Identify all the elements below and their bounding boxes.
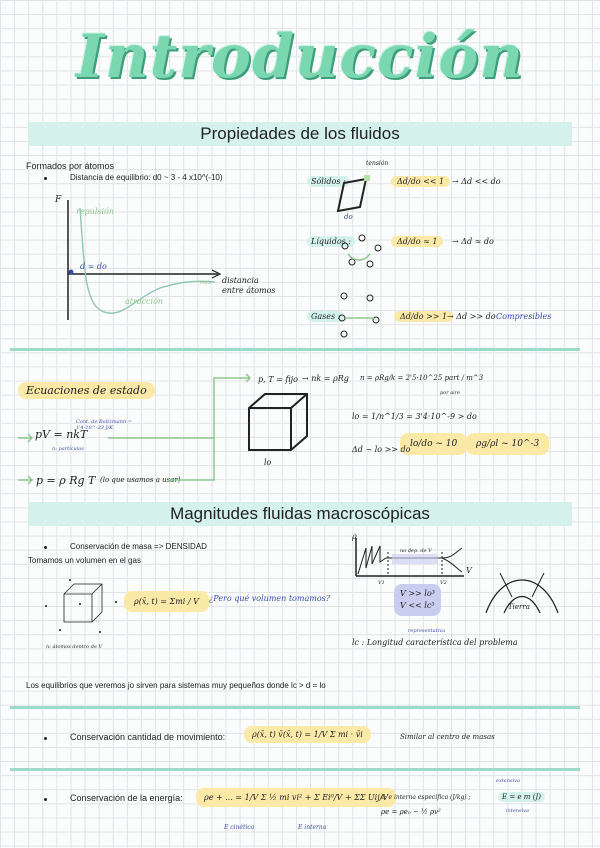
mom-eq: ρ(x̄, t) v̄(x̄, t) = 1/V Σ mi · v̄i (244, 726, 371, 743)
representativa: representativa (408, 628, 446, 634)
graph-entre: entre átomos (222, 286, 276, 295)
mom-note: Similar al centro de masas (400, 733, 495, 741)
force-graph (40, 190, 240, 330)
graph-v: V (466, 566, 472, 575)
gases-label: Gases : (307, 311, 344, 322)
pe-eq: ρe = ρe₀ − ½ ρv² (381, 808, 441, 816)
graph-repulsion: repulsión (76, 207, 115, 216)
eq-n-label: n: partículas (52, 446, 84, 452)
graph-v2: V2 (440, 580, 447, 586)
eq-dd: Δd ~ lo >> do (352, 445, 411, 454)
bullet (44, 546, 47, 549)
pregunta: ¿Pero qué volumen tomamos? (209, 594, 331, 603)
liquidos-eq: Δd/do ≈ 1 (391, 236, 443, 247)
bullet (44, 798, 47, 801)
bullet (44, 737, 47, 740)
solidos-eq: Δd/do << 1 (391, 176, 450, 187)
tierra-label: Tierra (508, 603, 530, 611)
v-conditions (394, 584, 441, 616)
divider (10, 706, 580, 709)
section-title-magnitudes: Magnitudes fluidas macroscópicas (170, 504, 430, 523)
bullet (44, 177, 47, 180)
eq-pv: pV = nkT (35, 428, 88, 441)
divider (10, 348, 580, 351)
volume-cube (40, 572, 130, 642)
rho-eq: ρ(x̄, t) = Σmi / V (124, 591, 209, 612)
graph-ends: ends (200, 280, 212, 286)
eq-n: n = ρRg/k = 2'5·10^25 part / m^3 (360, 374, 484, 382)
graph-no-dep: no dep. de V (400, 548, 432, 554)
eq-boltzmann: Cont. de Boltzmann = 1'4·10^-23 J/K (76, 419, 132, 431)
page-title: Introducción (75, 22, 525, 92)
intensiva: intensiva (506, 808, 529, 814)
bullet-movimiento: Conservación cantidad de movimiento: (70, 732, 226, 742)
divider (10, 768, 580, 771)
extensiva: extensiva (496, 778, 520, 784)
lc-eq: lc : Longitud característica del problema (352, 638, 518, 647)
compresibles: Compresibles (496, 312, 552, 321)
solidos-do: do (344, 213, 353, 221)
cube-lo: lo (264, 458, 272, 467)
solidos-tension: tensión (366, 160, 389, 167)
graph-rho: ρ (352, 532, 357, 541)
eq-por-aire: por aire (440, 390, 461, 396)
graph-d0: d ≈ do (80, 262, 107, 271)
gas-particles (336, 290, 386, 340)
eq-rho-ratio: ρg/ρl ~ 10^-3 (466, 433, 549, 455)
earth-diagram (482, 565, 562, 625)
solidos-res: → Δd << do (452, 177, 501, 186)
intro-text: Formados por átomos (26, 161, 115, 171)
graph-v1: V1 (378, 580, 385, 586)
e-def: e: e interna específica (J/kg) ; (381, 794, 471, 801)
gases-eq: Δd/do >> 1 (394, 311, 453, 322)
tomamos-text: Tomamos un volumen en el gas (28, 556, 141, 565)
e-cinetica: E cinética (224, 824, 255, 831)
ecuaciones-heading: Ecuaciones de estado (18, 382, 155, 399)
eq-lo: lo = 1/n^1/3 = 3'4·10^-9 > do (352, 412, 477, 421)
section-title-propiedades: Propiedades de los fluidos (200, 124, 400, 143)
eq-nk: → nk = ρRg (302, 374, 349, 383)
solid-shape (338, 165, 378, 215)
e-interna: E interna (298, 824, 327, 831)
liquidos-label: Líquidos : (307, 236, 355, 247)
e-def2: E = e m (J) (498, 792, 545, 802)
energy-eq: ρe + ... = 1/V Σ ½ mi vi² + Σ Ei⁰/V + ΣΣ Uij/V (196, 788, 396, 807)
graph-f-label: F (55, 195, 62, 205)
graph-atraccion: atracción (125, 297, 164, 306)
n-atomos: n: átomos dentro de V (46, 644, 103, 650)
eq-lo-ratio: lo/do ~ 10 (400, 433, 467, 455)
liquidos-res: → Δd ≈ do (452, 237, 494, 246)
bullet-energia: Conservación de la energía: (70, 793, 183, 803)
cube-diagram (245, 390, 315, 460)
nota-equilibrios: Los equilibrios que veremos jo sirven para sistemas muy pequeños donde lc > d = lo (26, 681, 326, 690)
gases-res: → Δd >> do (447, 312, 496, 321)
v-cond-1: V >> lo³ (400, 589, 435, 598)
bullet-masa: Conservación de masa => DENSIDAD (70, 542, 207, 551)
graph-distancia: distancia (222, 276, 259, 285)
eq-prt-note: (lo que usamos a usar) (100, 476, 181, 484)
eq-pt-fijo: p, T = fijo (258, 375, 298, 384)
v-cond-2: V << lc³ (400, 601, 435, 610)
eq-prt: p = ρ Rg T (36, 474, 96, 487)
bullet-equilibrio: Distancia de equilibrio: d0 ~ 3 - 4 x10^(-10) (70, 173, 223, 182)
connector-arrows (18, 372, 258, 492)
liquid-particles (340, 230, 390, 270)
solidos-label: Sólidos : (307, 176, 350, 187)
